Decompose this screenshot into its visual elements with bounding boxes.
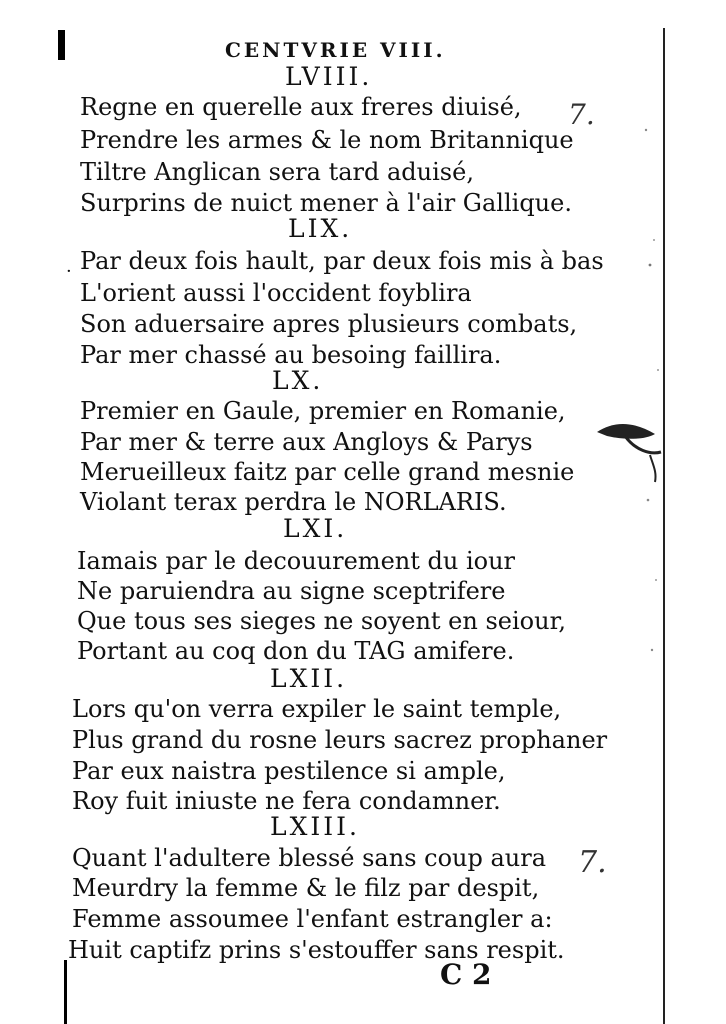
left-binding-shadow: [64, 960, 67, 1024]
verse-line: Lors qu'on verra expiler le saint temple,: [72, 695, 562, 723]
verse-line: Merueilleux faitz par celle grand mesnie: [80, 458, 575, 486]
verse-line: Premier en Gaule, premier en Romanie,: [80, 397, 566, 425]
quatrain-number: LXII.: [270, 664, 348, 693]
verse-line: Son aduersaire apres plusieurs combats,: [80, 310, 578, 338]
quatrain-number: LXIII.: [270, 812, 360, 841]
verse-line: Tiltre Anglican sera tard aduisé,: [80, 158, 474, 186]
quatrain-number: LXI.: [283, 514, 348, 543]
verse-line: Prendre les armes & le nom Britannique: [80, 126, 574, 154]
verse-line: Violant terax perdra le NORLARIS.: [80, 488, 507, 516]
running-header: CENTVRIE VIII.: [225, 38, 446, 62]
verse-line: Roy fuit iniuste ne fera condamner.: [72, 787, 501, 815]
quatrain-number: LVIII.: [285, 62, 373, 91]
margin-note-handwritten: 7.: [568, 98, 595, 131]
verse-line: Surprins de nuict mener à l'air Gallique.: [80, 189, 572, 217]
verse-line: Quant l'adultere blessé sans coup aura: [72, 844, 547, 872]
verse-line: Que tous ses sieges ne soyent en seiour,: [77, 607, 567, 635]
verse-line: Regne en querelle aux freres diuisé,: [80, 93, 522, 121]
signature-mark: C 2: [440, 958, 492, 991]
verse-line: Huit captifz prins s'estouffer sans respit.: [68, 936, 565, 964]
quatrain-number: LIX.: [288, 214, 353, 243]
verse-line: Iamais par le decouurement du iour: [77, 547, 515, 575]
verse-line: Par mer & terre aux Angloys & Parys: [80, 428, 533, 456]
page-specks: [640, 120, 664, 680]
verse-line: Plus grand du rosne leurs sacrez prophaner: [72, 726, 608, 754]
verse-line: Meurdry la femme & le filz par despit,: [72, 874, 540, 902]
margin-dot: ·: [66, 261, 72, 282]
verse-line: Femme assoumee l'enfant estrangler a:: [72, 905, 553, 933]
margin-note-handwritten: 7.: [578, 845, 607, 880]
verse-line: Par eux naistra pestilence si ample,: [72, 757, 506, 785]
verse-line: Par mer chassé au besoing faillira.: [80, 341, 502, 369]
quatrain-number: LX.: [272, 366, 324, 395]
verse-line: Portant au coq don du TAG amifere.: [77, 637, 515, 665]
verse-line: Par deux fois hault, par deux fois mis à bas: [80, 247, 604, 275]
verse-line: L'orient aussi l'occident foyblira: [80, 279, 472, 307]
left-binding-mark: [58, 30, 65, 60]
verse-line: Ne paruiendra au signe sceptrifere: [77, 577, 506, 605]
